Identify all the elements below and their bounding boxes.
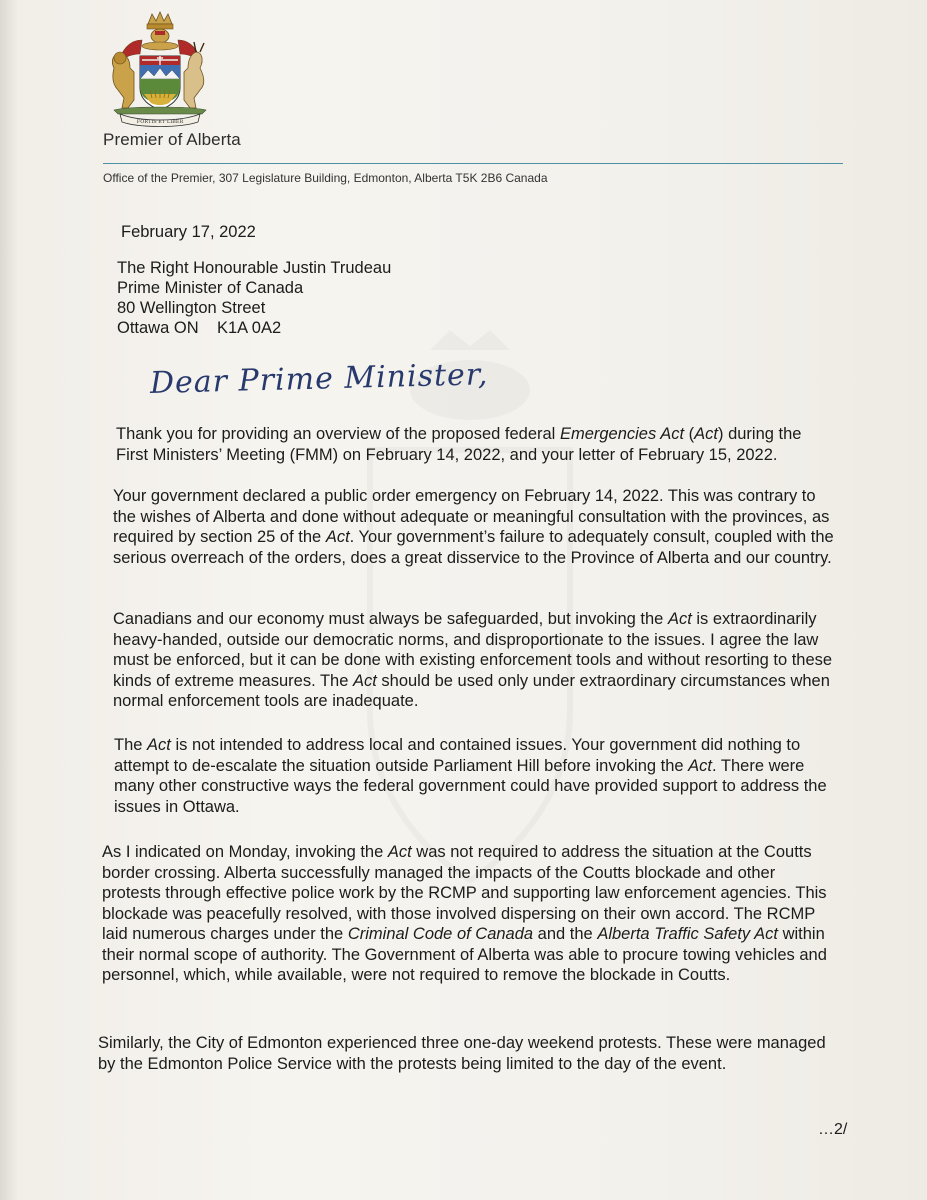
letterhead-rule <box>103 163 843 164</box>
recipient-city-postal: Ottawa ON K1A 0A2 <box>117 319 282 337</box>
recipient-address-block <box>117 258 391 338</box>
recipient-street: 80 Wellington Street <box>117 299 266 317</box>
p3-italic-act: Act <box>667 610 692 628</box>
p5-italic-act: Act <box>387 843 412 861</box>
p1-text-c: ( <box>684 425 695 443</box>
p3-italic-act-2: Act <box>352 671 377 690</box>
p4-italic-act: Act <box>147 736 171 754</box>
p3-text-a: Canadians and our economy must always be safeguarded, but invoking the <box>113 610 668 628</box>
letter-date: February 17, 2022 <box>121 223 256 241</box>
paragraph-3 <box>113 609 835 712</box>
letterhead-address: Office of the Premier, 307 Legislature Building, Edmonton, Alberta T5K 2B6 Canada <box>103 171 548 185</box>
alberta-coat-of-arms-icon <box>100 10 220 128</box>
p4-text-e: . There were many other constructive ways the federal government could have provided support to address the issues in Ottawa. <box>114 756 827 816</box>
page-edge-shadow <box>0 0 18 1200</box>
p5-italic-traffic-safety-act: Alberta Traffic Safety Act <box>597 925 778 943</box>
paragraph-1 <box>116 424 838 465</box>
p2-text-a: Your government declared a public order emergency on February 14, 2022. This was contrary to the wishes of Alberta and done without adequate or meaningful consultation with the provinces, as required by section 25 of the <box>113 487 830 546</box>
paragraph-5 <box>102 842 834 986</box>
paragraph-6: Similarly, the City of Edmonton experienced three one-day weekend protests. These were managed by the Edmonton Police Service with the protests being limited to the day of the event. <box>98 1034 826 1073</box>
crest-motto: FORTIS ET LIBER <box>136 119 184 125</box>
p1-italic-act: Act <box>694 425 718 443</box>
p4-italic-act-2: Act <box>688 756 713 775</box>
recipient-name: The Right Honourable Justin Trudeau <box>117 259 392 277</box>
p1-text-e: ) during the First Ministers’ Meeting (FMM) on February 14, 2022, and your letter of February 15, 2022. <box>116 425 802 464</box>
p1-text-a: Thank you for providing an overview of the proposed federal <box>116 425 560 443</box>
recipient-title: Prime Minister of Canada <box>117 279 304 297</box>
letterhead-title: Premier of Alberta <box>103 130 241 149</box>
paragraph-4 <box>114 735 836 817</box>
p2-italic-act: Act <box>325 528 350 546</box>
p4-text-c: is not intended to address local and contained issues. Your government did nothing to attempt to de-escalate the situation outside Parliament Hill before invoking the <box>114 736 801 775</box>
paragraph-2 <box>113 486 835 568</box>
p5-text-c: was not required to address the situation at the Coutts border crossing. Alberta successfully managed the impacts of the Coutts blockade and other protests through effective police work by the RCMP and supporting law enforcement agencies. This blockade was peacefully resolved, with those involved dispersing on their own accord. The RCMP laid numerous charges under the <box>102 843 827 943</box>
p3-text-e: should be used only under extraordinary circumstances when normal enforcement tools are inadequate. <box>113 671 830 710</box>
handwritten-salutation: Dear Prime Minister, <box>149 357 489 401</box>
p5-text-e: and the <box>533 925 598 943</box>
p3-text-c: is extraordinarily heavy-handed, outside our democratic norms, and disproportionate to the issues. I agree the law must be enforced, but it can be done with existing enforcement tools and without resorting to these kinds of extreme measures. The <box>113 610 833 690</box>
p4-text-a: The <box>114 736 148 754</box>
p2-text-c: . Your government’s failure to adequately consult, coupled with the serious overreach of the orders, does a great disservice to the Province of Alberta and our country. <box>113 528 834 567</box>
p5-text-g: within their normal scope of authority. The Government of Alberta was able to procure towing vehicles and personnel, which, while available, were not required to remove the blockade in Coutts. <box>102 925 827 984</box>
p5-text-a: As I indicated on Monday, invoking the <box>102 843 388 861</box>
page-continuation-marker: …2/ <box>818 1121 848 1138</box>
p5-italic-criminal-code: Criminal Code of Canada <box>347 925 534 943</box>
p1-italic-emergencies-act: Emergencies Act <box>559 425 685 443</box>
